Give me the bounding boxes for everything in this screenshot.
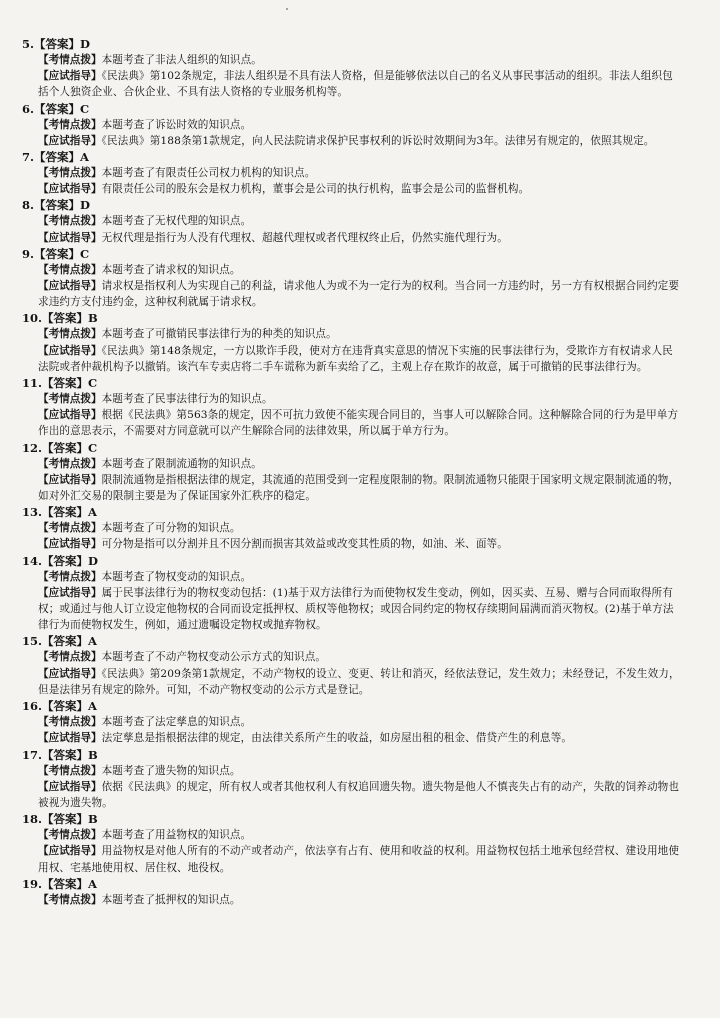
answer-line bbox=[22, 36, 680, 52]
guidance-row bbox=[22, 730, 680, 746]
row-text: 本题考查了法定孳息的知识点。 bbox=[101, 716, 252, 729]
exam-point-row bbox=[22, 714, 680, 730]
answer-tag: 【答案】 bbox=[42, 553, 89, 568]
answer-tag: 【答案】 bbox=[34, 198, 81, 213]
row-text: 依据《民法典》的规定，所有权人或者其他权利人有权追回遗失物。遗失物是他人不慎丧失占有的动产，失散的饲养动物也被视为遗失物。 bbox=[38, 780, 680, 809]
guidance-row bbox=[22, 536, 680, 552]
answer-line bbox=[22, 876, 680, 892]
row-tag: 【应试指导】 bbox=[38, 732, 102, 745]
exam-point-row bbox=[22, 52, 680, 68]
answer-item bbox=[22, 197, 680, 245]
row-text: 本题考查了请求权的知识点。 bbox=[101, 263, 241, 276]
answer-line bbox=[22, 698, 680, 714]
exam-point-row bbox=[22, 391, 680, 407]
row-tag: 【考情点拨】 bbox=[38, 118, 102, 131]
question-number: 8. bbox=[22, 198, 35, 213]
question-number: 6. bbox=[22, 101, 35, 116]
answer-tag: 【答案】 bbox=[42, 440, 89, 455]
row-text: 无权代理是指行为人没有代理权、超越代理权或者代理权终止后，仍然实施代理行为。 bbox=[101, 231, 508, 244]
answer-value: B bbox=[88, 747, 98, 762]
guidance-row bbox=[22, 407, 680, 439]
guidance-row bbox=[22, 585, 680, 634]
answer-value: A bbox=[88, 699, 97, 714]
answer-item bbox=[22, 553, 680, 634]
answer-tag: 【答案】 bbox=[34, 150, 81, 165]
row-text: 《民法典》第148条规定，一方以欺诈手段，使对方在违背真实意思的情况下实施的民事法律行为，受欺诈方有权请求人民法院或者仲裁机构予以撤销。该汽车专卖店将二手车谎称为新车卖给了乙，主观上存在欺诈的故意，属于可撤销的民事法律行为。 bbox=[38, 344, 673, 373]
row-text: 本题考查了抵押权的知识点。 bbox=[101, 893, 241, 906]
exam-point-row bbox=[22, 827, 680, 843]
answer-item bbox=[22, 246, 680, 311]
question-number: 15. bbox=[22, 634, 43, 649]
answer-tag: 【答案】 bbox=[42, 634, 89, 649]
exam-point-row bbox=[22, 456, 680, 472]
row-text: 本题考查了遗失物的知识点。 bbox=[101, 764, 241, 777]
answer-value: A bbox=[88, 505, 97, 520]
row-text: 本题考查了用益物权的知识点。 bbox=[101, 829, 252, 842]
question-number: 14. bbox=[22, 553, 43, 568]
answer-value: D bbox=[80, 198, 90, 213]
answer-list bbox=[22, 36, 680, 908]
exam-point-row bbox=[22, 117, 680, 133]
answer-line bbox=[22, 811, 680, 827]
answer-item bbox=[22, 440, 680, 505]
row-text: 《民法典》第102条规定，非法人组织是不具有法人资格，但是能够依法以自己的名义从事民事活动的组织。非法人组织包括个人独资企业、合伙企业、不具有法人资格的专业服务机构等。 bbox=[38, 70, 673, 99]
answer-line bbox=[22, 633, 680, 649]
row-tag: 【应试指导】 bbox=[38, 344, 102, 357]
question-number: 10. bbox=[22, 311, 43, 326]
answer-line bbox=[22, 553, 680, 569]
row-tag: 【应试指导】 bbox=[38, 538, 102, 551]
question-number: 9. bbox=[22, 246, 35, 261]
answer-tag: 【答案】 bbox=[42, 311, 89, 326]
answer-value: A bbox=[88, 876, 97, 891]
exam-point-row bbox=[22, 569, 680, 585]
scan-speck bbox=[286, 8, 288, 10]
answer-tag: 【答案】 bbox=[42, 505, 89, 520]
answer-value: D bbox=[88, 553, 98, 568]
row-text: 属于民事法律行为的物权变动包括：(1)基于双方法律行为而使物权发生变动，例如，因买卖、互易、赠与合同而取得所有权；或通过与他人订立设定他物权的合同而设定抵押权、质权等他物权；或因合同约定的物权存续期间届满而消灭物权。(2)基于单方法律行为而使物权发生，例如，通过遗嘱设定物权或抛弃物权。 bbox=[38, 586, 674, 632]
answer-item bbox=[22, 811, 680, 876]
row-text: 本题考查了有限责任公司权力机构的知识点。 bbox=[101, 167, 316, 180]
row-tag: 【考情点拨】 bbox=[38, 716, 102, 729]
question-number: 18. bbox=[22, 812, 43, 827]
answer-value: C bbox=[80, 246, 90, 261]
exam-point-row bbox=[22, 520, 680, 536]
answer-line bbox=[22, 504, 680, 520]
row-text: 本题考查了无权代理的知识点。 bbox=[101, 215, 252, 228]
row-tag: 【考情点拨】 bbox=[38, 215, 102, 228]
answer-tag: 【答案】 bbox=[42, 376, 89, 391]
row-tag: 【应试指导】 bbox=[38, 586, 102, 599]
answer-line bbox=[22, 310, 680, 326]
answer-tag: 【答案】 bbox=[42, 812, 89, 827]
answer-line bbox=[22, 747, 680, 763]
question-number: 17. bbox=[22, 747, 43, 762]
guidance-row bbox=[22, 68, 680, 100]
question-number: 19. bbox=[22, 876, 43, 891]
guidance-row bbox=[22, 230, 680, 246]
row-tag: 【应试指导】 bbox=[38, 231, 102, 244]
guidance-row bbox=[22, 181, 680, 197]
answer-tag: 【答案】 bbox=[42, 747, 89, 762]
answer-value: A bbox=[80, 150, 89, 165]
question-number: 12. bbox=[22, 440, 43, 455]
row-text: 《民法典》第209条第1款规定，不动产物权的设立、变更、转让和消灭，经依法登记，发生效力；未经登记，不发生效力，但是法律另有规定的除外。可知，不动产物权变动的公示方式是登记。 bbox=[38, 667, 680, 696]
row-text: 根据《民法典》第563条的规定，因不可抗力致使不能实现合同目的，当事人可以解除合同。这种解除合同的行为是甲单方作出的意思表示，不需要对方同意就可以产生解除合同的法律效果，所以属于单方行为。 bbox=[38, 409, 679, 438]
guidance-row bbox=[22, 843, 680, 875]
row-tag: 【考情点拨】 bbox=[38, 829, 102, 842]
answer-tag: 【答案】 bbox=[34, 246, 81, 261]
row-tag: 【应试指导】 bbox=[38, 134, 102, 147]
exam-point-row bbox=[22, 326, 680, 342]
question-number: 11. bbox=[22, 376, 43, 391]
row-text: 用益物权是对他人所有的不动产或者动产，依法享有占有、使用和收益的权利。用益物权包括土地承包经营权、建设用地使用权、宅基地使用权、居住权、地役权。 bbox=[38, 845, 680, 874]
row-text: 《民法典》第188条第1款规定，向人民法院请求保护民事权利的诉讼时效期间为3年。法律另有规定的，依照其规定。 bbox=[101, 134, 655, 147]
answer-value: A bbox=[88, 634, 97, 649]
row-tag: 【考情点拨】 bbox=[38, 54, 102, 66]
row-text: 限制流通物是指根据法律的规定，其流通的范围受到一定程度限制的物。限制流通物只能限于国家明文规定限制流通的物，如对外汇交易的限制主要是为了保证国家外汇秩序的稳定。 bbox=[38, 473, 680, 503]
row-text: 本题考查了民事法律行为的知识点。 bbox=[101, 393, 273, 406]
row-text: 本题考查了限制流通物的知识点。 bbox=[101, 457, 262, 470]
guidance-row bbox=[22, 278, 680, 310]
answer-item bbox=[22, 876, 680, 908]
answer-item bbox=[22, 310, 680, 375]
row-tag: 【考情点拨】 bbox=[38, 893, 102, 906]
answer-tag: 【答案】 bbox=[34, 37, 81, 51]
row-tag: 【考情点拨】 bbox=[38, 167, 102, 180]
answer-value: C bbox=[88, 440, 98, 455]
row-tag: 【考情点拨】 bbox=[38, 457, 102, 470]
answer-item bbox=[22, 149, 680, 197]
answer-item bbox=[22, 747, 680, 812]
exam-point-row bbox=[22, 892, 680, 908]
answer-value: D bbox=[80, 37, 90, 51]
answer-item bbox=[22, 375, 680, 440]
exam-point-row bbox=[22, 763, 680, 779]
row-tag: 【应试指导】 bbox=[38, 409, 102, 422]
question-number: 7. bbox=[22, 150, 35, 165]
row-text: 可分物是指可以分割并且不因分割而损害其效益或改变其性质的物，如油、米、面等。 bbox=[101, 538, 508, 551]
row-text: 请求权是指权利人为实现自己的利益，请求他人为或不为一定行为的权利。当合同一方违约时，另一方有权根据合同约定要求违约方支付违约金，这种权利就属于请求权。 bbox=[38, 280, 680, 309]
row-tag: 【考情点拨】 bbox=[38, 522, 102, 535]
answer-line bbox=[22, 101, 680, 117]
answer-item bbox=[22, 504, 680, 552]
guidance-row bbox=[22, 343, 680, 375]
row-tag: 【应试指导】 bbox=[38, 280, 102, 293]
row-text: 本题考查了可分物的知识点。 bbox=[101, 522, 241, 535]
row-tag: 【应试指导】 bbox=[38, 780, 102, 793]
answer-value: B bbox=[88, 812, 98, 827]
row-tag: 【应试指导】 bbox=[38, 845, 102, 858]
answer-value: B bbox=[88, 311, 98, 326]
row-text: 法定孳息是指根据法律的规定，由法律关系所产生的收益，如房屋出租的租金、借贷产生的利息等。 bbox=[101, 732, 573, 745]
row-text: 本题考查了可撤销民事法律行为的种类的知识点。 bbox=[101, 328, 337, 341]
exam-point-row bbox=[22, 165, 680, 181]
row-tag: 【考情点拨】 bbox=[38, 651, 102, 664]
exam-point-row bbox=[22, 262, 680, 278]
answer-value: C bbox=[88, 376, 98, 391]
guidance-row bbox=[22, 666, 680, 698]
answer-tag: 【答案】 bbox=[34, 101, 81, 116]
row-tag: 【考情点拨】 bbox=[38, 328, 102, 341]
row-tag: 【应试指导】 bbox=[38, 473, 102, 486]
answer-line bbox=[22, 149, 680, 165]
answer-item bbox=[22, 698, 680, 746]
guidance-row bbox=[22, 133, 680, 149]
row-tag: 【考情点拨】 bbox=[38, 393, 102, 406]
row-tag: 【考情点拨】 bbox=[38, 263, 102, 276]
guidance-row bbox=[22, 779, 680, 811]
answer-tag: 【答案】 bbox=[42, 699, 89, 714]
answer-item bbox=[22, 633, 680, 698]
row-text: 本题考查了物权变动的知识点。 bbox=[101, 570, 252, 583]
answer-value: C bbox=[80, 101, 90, 116]
row-text: 本题考查了非法人组织的知识点。 bbox=[101, 54, 262, 66]
question-number: 5. bbox=[22, 37, 35, 51]
answer-tag: 【答案】 bbox=[42, 876, 89, 891]
row-text: 本题考查了不动产物权变动公示方式的知识点。 bbox=[101, 651, 327, 664]
row-tag: 【考情点拨】 bbox=[38, 570, 102, 583]
answer-line bbox=[22, 375, 680, 391]
row-tag: 【应试指导】 bbox=[38, 667, 102, 680]
question-number: 13. bbox=[22, 505, 43, 520]
row-text: 本题考查了诉讼时效的知识点。 bbox=[101, 118, 252, 131]
row-tag: 【应试指导】 bbox=[38, 70, 102, 83]
row-text: 有限责任公司的股东会是权力机构，董事会是公司的执行机构，监事会是公司的监督机构。 bbox=[101, 183, 530, 196]
answer-item bbox=[22, 36, 680, 101]
answer-item bbox=[22, 101, 680, 149]
guidance-row bbox=[22, 472, 680, 504]
answer-line bbox=[22, 197, 680, 213]
row-tag: 【应试指导】 bbox=[38, 183, 102, 196]
row-tag: 【考情点拨】 bbox=[38, 764, 102, 777]
answer-line bbox=[22, 246, 680, 262]
question-number: 16. bbox=[22, 699, 43, 714]
exam-point-row bbox=[22, 649, 680, 665]
exam-point-row bbox=[22, 213, 680, 229]
answer-line bbox=[22, 440, 680, 456]
